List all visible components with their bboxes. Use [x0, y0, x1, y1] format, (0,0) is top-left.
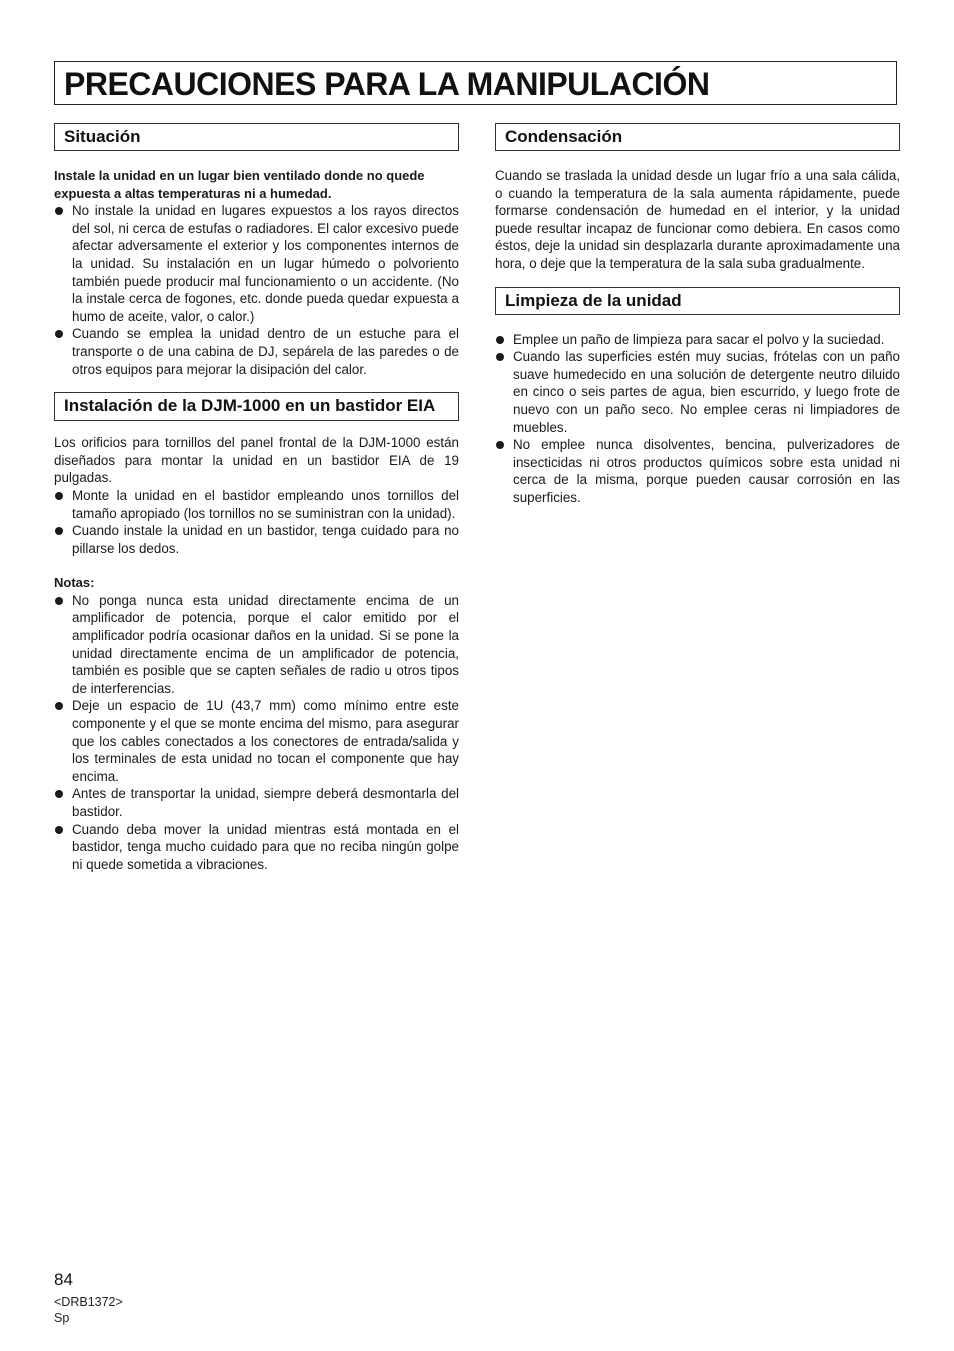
- bullet-icon: [55, 207, 63, 215]
- list-item: [54, 325, 459, 378]
- list-item: [54, 522, 459, 557]
- bullet-icon: [496, 353, 504, 361]
- list-item: [54, 202, 459, 325]
- list-item: [54, 697, 459, 785]
- bullet-icon: [55, 702, 63, 710]
- bullet-icon: [55, 527, 63, 535]
- condensacion-heading: Condensación: [495, 123, 900, 151]
- list-item: [54, 821, 459, 874]
- left-column: [54, 123, 459, 873]
- document-code: <DRB1372>: [54, 1295, 123, 1309]
- list-item-text: No ponga nunca esta unidad directamente encima de un amplificador de potencia, porque el calor emitido por el amplificador podría ocasionar daños en la unidad. Si se pone la unidad directamente encima de un amplificador de potencia, también es posible que se capten señales de radio u otros tipos de interferencias.: [72, 592, 459, 696]
- notes-bullet-list: [54, 592, 459, 874]
- limpieza-heading: Limpieza de la unidad: [495, 287, 900, 315]
- bullet-icon: [55, 597, 63, 605]
- list-item-text: No emplee nunca disolventes, bencina, pulverizadores de insecticidas ni otros productos químicos sobre esta unidad ni cerca de la misma, porque pueden causar corrosión en las superficies.: [513, 437, 900, 505]
- bullet-icon: [496, 336, 504, 344]
- list-item: [54, 592, 459, 698]
- situacion-lead: Instale la unidad en un lugar bien ventilado donde no quede expuesta a altas temperaturas ni a humedad.: [54, 168, 425, 201]
- list-item-text: Cuando las superficies estén muy sucias, frótelas con un paño suave humedecido en una solución de detergente neutro diluido en cinco o seis partes de agua, bien escurrido, y luego frote de nuevo con un paño seco. No emplee ceras ni limpiadores de muebles.: [513, 349, 900, 435]
- list-item-text: Deje un espacio de 1U (43,7 mm) como mínimo entre este componente y el que se monte encima del mismo, para asegurar que los cables conectados a los conectores de entrada/salida y los terminales de esta unidad no tocan el componente que hay encima.: [72, 698, 459, 784]
- page-title: PRECAUCIONES PARA LA MANIPULACIÓN: [54, 61, 897, 105]
- list-item: [495, 436, 900, 506]
- instalacion-bullet-list: [54, 487, 459, 557]
- notes-label: Notas:: [54, 575, 95, 591]
- bullet-icon: [55, 492, 63, 500]
- instalacion-intro: Los orificios para tornillos del panel frontal de la DJM-1000 están diseñados para montar la unidad en un bastidor EIA de 19 pulgadas.: [54, 435, 459, 486]
- bullet-icon: [55, 790, 63, 798]
- list-item-text: Antes de transportar la unidad, siempre deberá desmontarla del bastidor.: [72, 786, 459, 819]
- list-item: [54, 785, 459, 820]
- page-number: 84: [54, 1270, 73, 1289]
- limpieza-bullet-list: [495, 331, 900, 507]
- list-item: [495, 331, 900, 349]
- list-item-text: No instale la unidad en lugares expuestos a los rayos directos del sol, ni cerca de estufas o radiadores. El calor excesivo puede afectar adversamente el exterior y los componentes internos de la unidad. Su instalación en un lugar húmedo o polvoriento también puede producir mal funcionamiento o un accidente. (No la instale cerca de fogones, etc. donde pueda quedar expuesta a humo de aceite, valor, o calor.): [72, 203, 459, 324]
- list-item-text: Emplee un paño de limpieza para sacar el polvo y la suciedad.: [513, 331, 885, 347]
- bullet-icon: [55, 330, 63, 338]
- instalacion-heading: Instalación de la DJM-1000 en un bastidor EIA: [54, 392, 459, 421]
- list-item: [495, 348, 900, 436]
- situacion-heading: Situación: [54, 123, 459, 151]
- list-item-text: Monte la unidad en el bastidor empleando unos tornillos del tamaño apropiado (los tornillos no se suministran con la unidad).: [72, 487, 459, 521]
- right-column: [495, 123, 900, 507]
- bullet-icon: [55, 826, 63, 834]
- list-item-text: Cuando deba mover la unidad mientras está montada en el bastidor, tenga mucho cuidado para que no reciba ningún golpe ni quede sometida a vibraciones.: [72, 821, 459, 872]
- list-item: [54, 487, 459, 522]
- language-code: Sp: [54, 1311, 70, 1325]
- situacion-bullet-list: [54, 202, 459, 378]
- bullet-icon: [496, 441, 504, 449]
- list-item-text: Cuando se emplea la unidad dentro de un estuche para el transporte o de una cabina de DJ, sepárela de las paredes o de otros equipos para mejorar la disipación del calor.: [72, 326, 459, 377]
- list-item-text: Cuando instale la unidad en un bastidor, tenga cuidado para no pillarse los dedos.: [72, 523, 459, 556]
- condensacion-text: Cuando se traslada la unidad desde un lugar frío a una sala cálida, o cuando la temperatura de la sala aumenta rápidamente, puede formarse condensación de humedad en el interior, y la unidad puede resultar incapaz de funcionar como debiera. En casos como éstos, deje la unidad sin desplazarla durante aproximadamente una hora, o deje que la temperatura de la sala suba gradualmente.: [495, 168, 900, 271]
